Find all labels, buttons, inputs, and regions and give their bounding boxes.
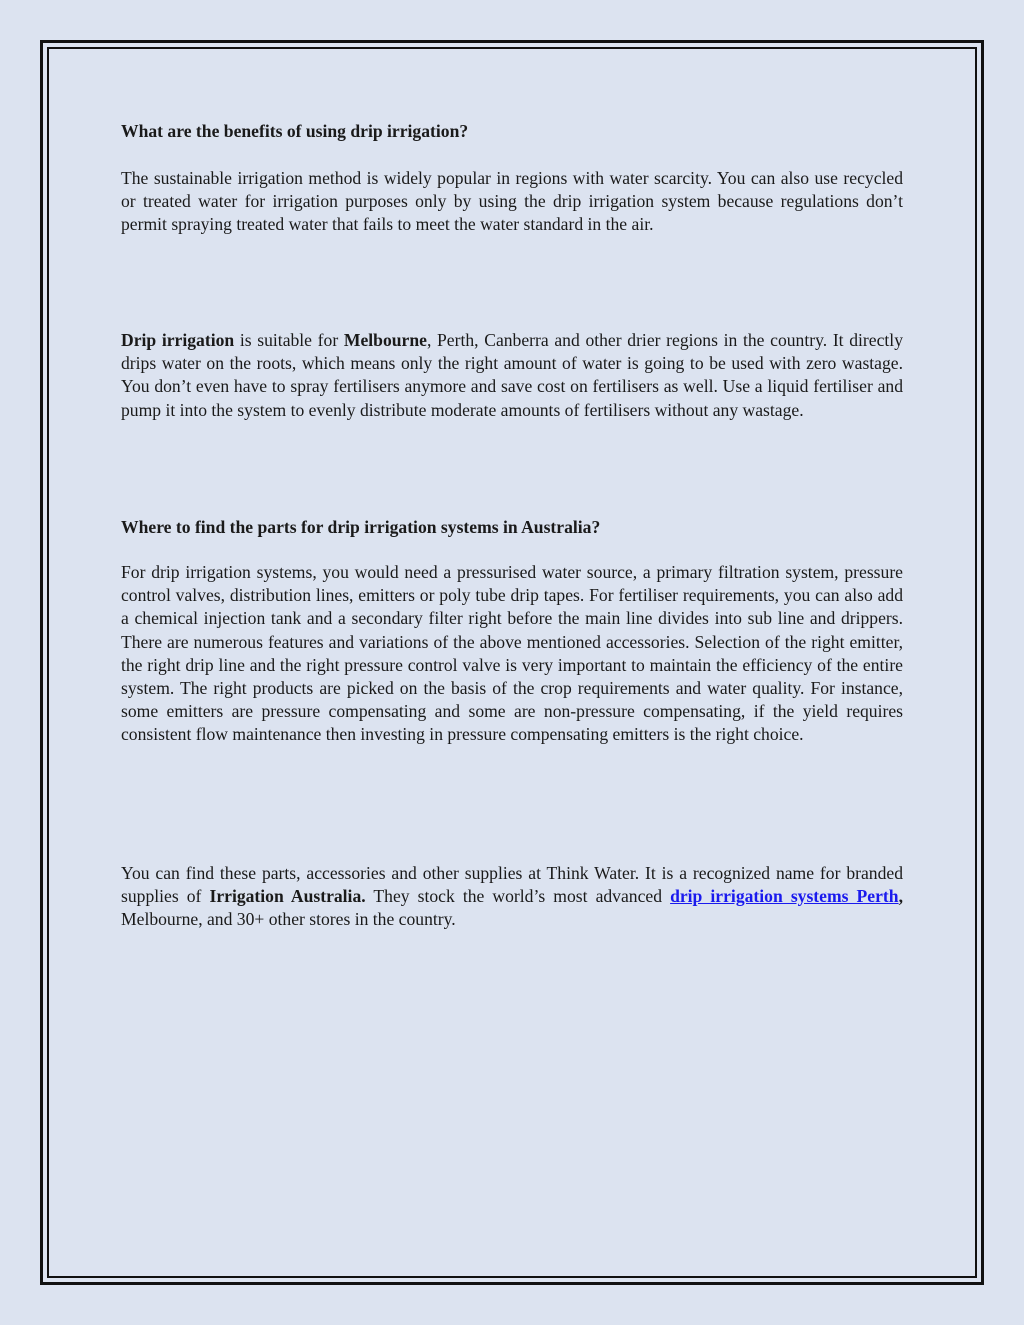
paragraph-parts-details: For drip irrigation systems, you would need a pressurised water source, a primary filtration system, pressure control valves, distribution lines, emitters or poly tube drip tapes. For fertiliser requirements, you can also add a chemical injection tank and a secondary filter right before the main line divides into sub line and drippers. There are numerous features and variations of the above mentioned accessories. Selection of the right emitter, the right drip line and the right pressure control valve is very important to maintain the efficiency of the entire system. The right products are picked on the basis of the crop requirements and water quality. For instance, some emitters are pressure compensating and some are non-pressure compensating, if the yield requires consistent flow maintenance then investing in pressure compensating emitters is the right choice. bbox=[121, 562, 903, 745]
link-drip-irrigation-systems-perth[interactable]: drip irrigation systems Perth bbox=[670, 886, 899, 907]
text-regions-body: , Perth, Canberra and other drier regions in the country. It directly drips water on the roots, which means only the right amount of water is going to be used with zero wastage. You don’t even have to spray fertilisers anymore and save cost on fertilisers as well. Use a liquid fertiliser and pump it into the system to evenly distribute moderate amounts of fertilisers without any wastage. bbox=[121, 330, 903, 420]
text-stock-advanced: They stock the world’s most advanced bbox=[365, 886, 671, 907]
bold-comma: , bbox=[898, 886, 903, 907]
text-stores: Melbourne, and 30+ other stores in the country. bbox=[121, 909, 456, 930]
section-heading-benefits: What are the benefits of using drip irrigation? bbox=[121, 121, 469, 141]
section-heading-parts: Where to find the parts for drip irrigation systems in Australia? bbox=[121, 517, 601, 537]
paragraph-benefits-intro: The sustainable irrigation method is widely popular in regions with water scarcity. You can also use recycled or treated water for irrigation purposes only by using the drip irrigation system because regulations don’t permit spraying treated water that fails to meet the water standard in the air. bbox=[121, 168, 903, 235]
bold-drip-irrigation: Drip irrigation bbox=[121, 330, 235, 350]
paragraph-drip-irrigation-regions bbox=[121, 329, 903, 422]
paragraph-think-water bbox=[121, 862, 903, 932]
text-find-parts: You can find these parts, accessories and other supplies at Think Water. It is a recognized name for branded supplies of bbox=[121, 863, 903, 907]
bold-melbourne: Melbourne bbox=[343, 330, 427, 350]
text-suitable-for: is suitable for bbox=[234, 330, 344, 350]
bold-irrigation-australia: Irrigation Australia. bbox=[209, 886, 366, 907]
